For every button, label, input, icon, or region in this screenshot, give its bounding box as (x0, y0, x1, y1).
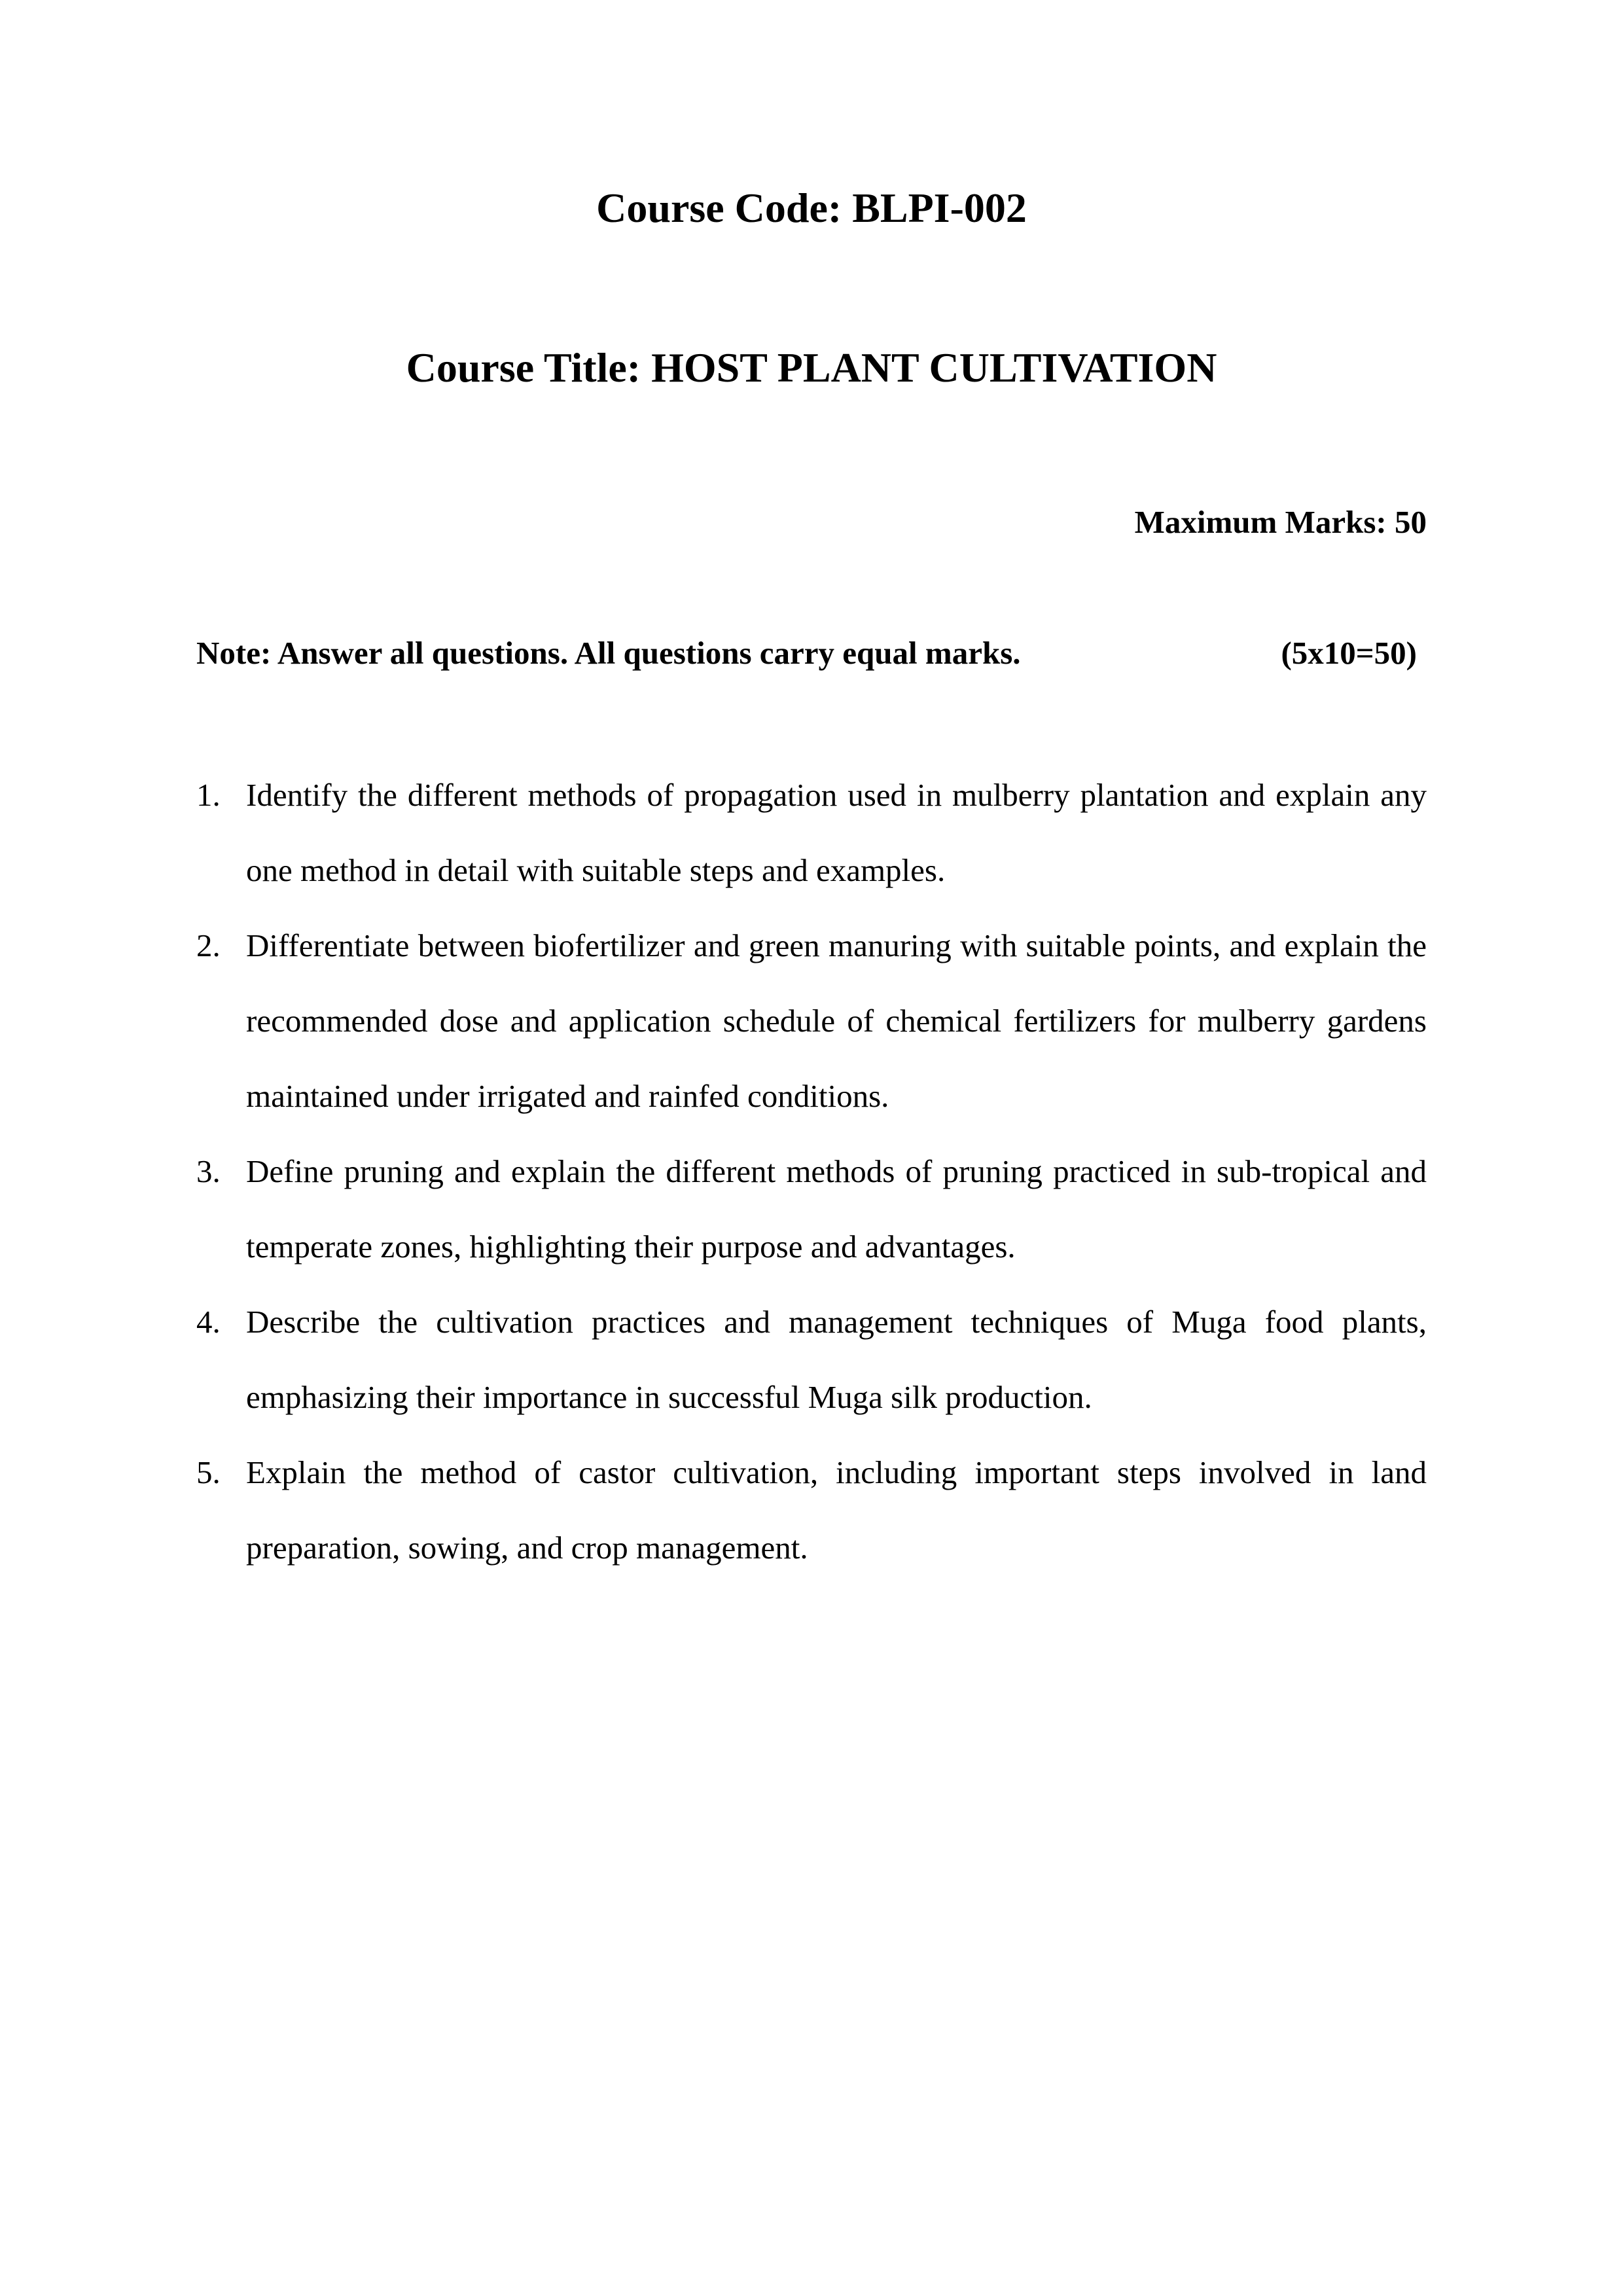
course-code-heading: Course Code: BLPI-002 (596, 185, 1027, 231)
question-text: Define pruning and explain the different methods of pruning practiced in sub-tropical and temperate zones, highlighting their purpose and advantages. (246, 1153, 1427, 1265)
question-item-3 (196, 1134, 1427, 1284)
question-text: Identify the different methods of propagation used in mulberry plantation and explain any one method in detail with suitable steps and examples. (246, 777, 1427, 888)
question-item-5 (196, 1435, 1427, 1585)
marks-distribution: (5x10=50) (1281, 635, 1417, 671)
question-number: 3. (196, 1153, 221, 1189)
question-item-1 (196, 757, 1427, 908)
question-number: 5. (196, 1454, 221, 1490)
question-number: 4. (196, 1304, 221, 1340)
maximum-marks: Maximum Marks: 50 (1134, 504, 1427, 540)
question-number: 1. (196, 777, 221, 813)
question-number: 2. (196, 927, 221, 963)
question-item-2 (196, 908, 1427, 1134)
question-list (196, 757, 1427, 1585)
question-text: Differentiate between biofertilizer and green manuring with suitable points, and explain the recommended dose and application schedule of chemical fertilizers for mulberry gardens maintained under irrigated and rainfed conditions. (246, 927, 1427, 1114)
question-item-4 (196, 1284, 1427, 1435)
course-title-heading: Course Title: HOST PLANT CULTIVATION (406, 344, 1217, 391)
question-text: Describe the cultivation practices and management techniques of Muga food plants, emphasizing their importance in successful Muga silk production. (246, 1304, 1427, 1415)
question-text: Explain the method of castor cultivation, including important steps involved in land preparation, sowing, and crop management. (246, 1454, 1427, 1566)
note-text: Note: Answer all questions. All questions carry equal marks. (196, 635, 1021, 671)
